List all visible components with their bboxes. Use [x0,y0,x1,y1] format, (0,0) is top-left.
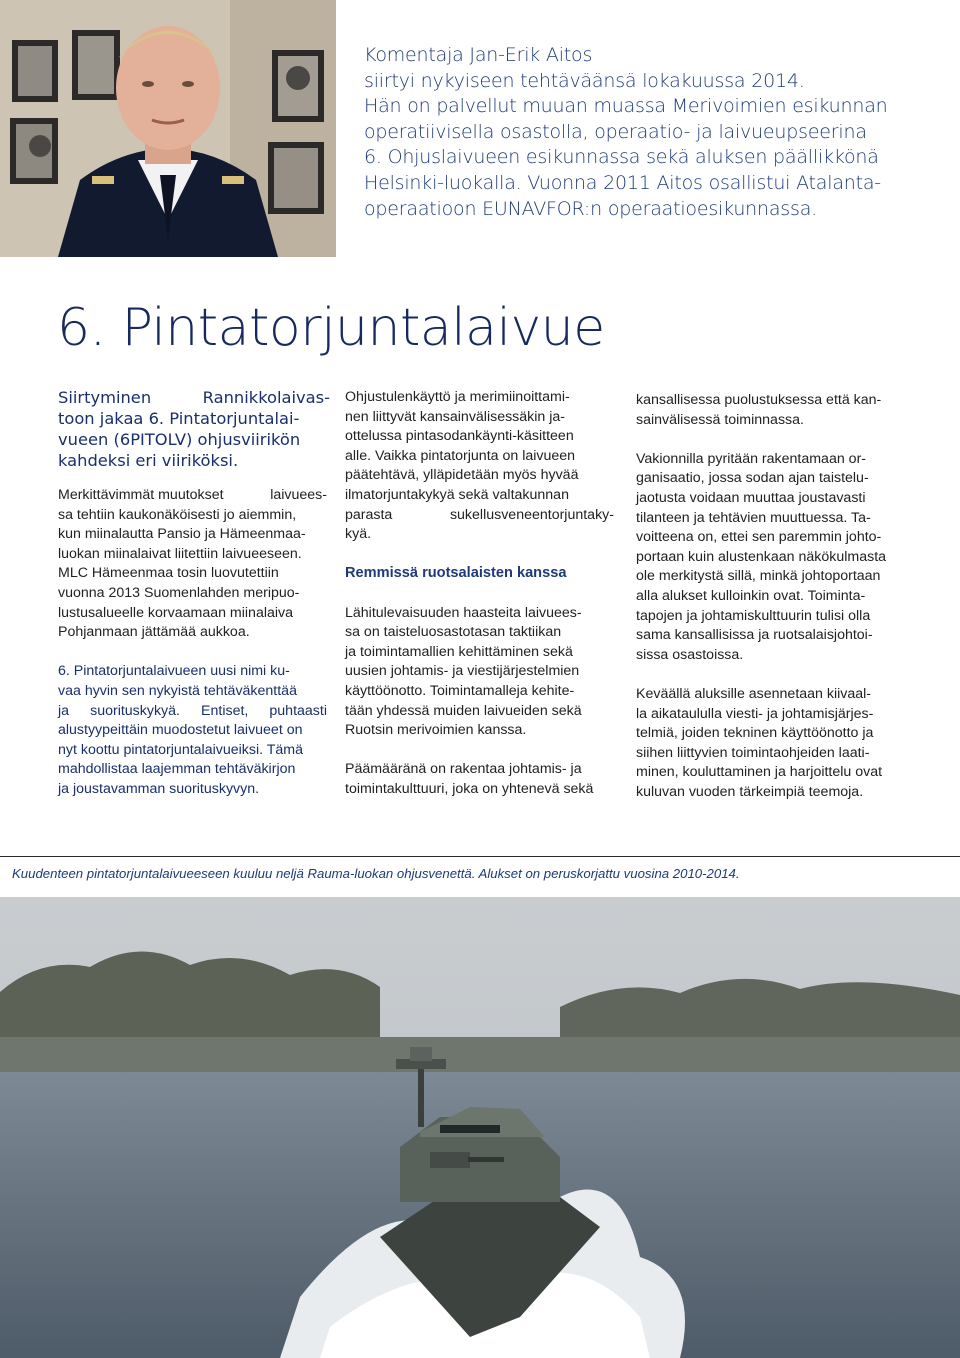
text-line: nen liittyvät kansainvälisessäkin ja- [345,408,566,425]
text-line: ottelussa pintasodankäynti-käsitteen [345,428,574,445]
text-line: Keväällä aluksille asennetaan kiivaal- [636,685,872,702]
text-line [58,702,327,722]
text-line: nyt koottu pintatorjuntalaivueiksi. Tämä [58,741,303,758]
text-line: luokan miinalaivat liitettiin laivueeseen. [58,545,302,562]
paragraph-gap [58,643,327,663]
text-line: kuluvan vuoden tärkeimpiä teemoja. [636,783,864,800]
text-fragment: Merkittävimmät muutokset [58,487,224,503]
paragraph-gap [345,545,614,565]
text-line: MLC Hämeenmaa tosin luovutettiin [58,565,279,582]
text-line: toimintakulttuuri, joka on yhtenevä sekä [345,780,594,797]
text-line: kyä. [345,526,372,543]
text-line: ja joustavamman suorituskyvyn. [58,780,260,797]
text-fragment: sukellusveneentorjuntaky- [449,506,614,523]
text-line: tilanteen ja tehtävien muuttuessa. Ta- [636,509,871,526]
text-line: uusien johtamis- ja viestijärjestelmien [345,663,580,680]
text-line: ole merkitystä sillä, minkä johtoportaan [636,568,881,585]
caption-line: operatiivisella osastolla, operaatio- ja laivueupseerina [364,120,867,143]
text-line: tapojen ja johtamiskulttuurin tulisi olla [636,607,871,624]
text-line: kun miinalautta Pansio ja Hämeenmaa- [58,526,306,543]
paragraph-gap [345,741,614,761]
lead-word: Rannikkolaivas- [202,388,330,407]
text-line: alustyypeittäin muodostetut laivueet on [58,722,303,739]
text-fragment: Entiset, [201,702,249,719]
caption-rule [0,856,960,857]
text-line: jaotusta voidaan muuttaa joustavasti [636,489,866,506]
text-line [58,486,327,506]
text-fragment: laivuees- [270,487,327,503]
text-line: mahdollistaa laajemman tehtäväkirjon [58,761,296,778]
paragraph-gap [345,584,614,604]
caption-line: siirtyi nykyiseen tehtäväänsä lokakuussa 2014. [364,69,805,92]
text-line: päätehtävä, ylläpidetään myös hyvää [345,467,579,484]
paragraph-gap [636,430,904,450]
text-line: Päämääränä on rakentaa johtamis- ja [345,761,582,778]
text-fragment: puhtaasti [269,702,327,719]
text-line: voitteena on, ettei sen paremmin johto- [636,529,882,546]
text-line: la aikataululla viesti- ja johtamisjärjes- [636,705,874,722]
subheading: Remmissä ruotsalaisten kanssa [345,565,567,582]
text-line: sa on taisteluosastotasan taktiikan [345,624,562,641]
ship-illustration [0,897,960,1358]
text-line: sa tehtiin kaukonäköisesti jo aiemmin, [58,506,297,523]
text-line: 6. Pintatorjuntalaivueen uusi nimi ku- [58,663,290,680]
text-line: siihen liittyvien toimintaohjeiden laati- [636,744,870,761]
text-line: ilmatorjuntakykyä sekä valtakunnan [345,486,569,503]
lead-line [58,387,330,408]
ship-photo [0,897,960,1358]
lead-word: Siirtyminen [58,388,152,407]
body-column-2 [345,388,614,799]
text-line: minen, kouluttaminen ja harjoittelu ovat [636,764,883,781]
text-line: tään yhdessä muiden laivueiden sekä [345,702,582,719]
portrait-illustration [0,0,336,257]
text-fragment: parasta [345,506,393,523]
paragraph-gap [636,665,904,685]
caption-line: operaatioon EUNAVFOR:n operaatioesikunnassa. [364,197,817,220]
portrait-photo [0,0,336,257]
article-heading: 6. Pintatorjuntalaivue [57,298,605,358]
caption-line: Hän on palvellut muuan muassa Merivoimien esikunnan [364,95,888,118]
lead-line: kahdeksi eri viiriköksi. [58,451,239,470]
text-line: vaa hyvin sen nykyistä tehtäväkenttää [58,682,297,699]
text-line: käyttöönotto. Toimintamalleja kehite- [345,682,575,699]
text-line: sama kansallisissa ja ruotsalaisjohtoi- [636,627,873,644]
text-fragment: ja [58,702,70,719]
text-line: lustusalueelle korvaamaan miinalaiva [58,604,294,621]
text-line: Ruotsin merivoimien kanssa. [345,722,527,739]
text-fragment: suorituskykyä. [90,702,180,719]
body-column-1 [58,486,327,800]
text-line: Lähitulevaisuuden haasteita laivuees- [345,604,582,621]
text-line: Ohjustulenkäyttö ja merimiinoittami- [345,389,570,405]
ship-caption: Kuudenteen pintatorjuntalaivueeseen kuuluu neljä Rauma-luokan ohjusvenettä. Alukset on peruskorjattu vuosina 2010-2014. [12,866,740,881]
text-line: kansallisessa puolustuksessa että kan- [636,392,882,408]
text-line: ja toimintamallien kehittäminen sekä [345,643,573,660]
lead-line: vueen (6PITOLV) ohjusviirikön [58,430,301,449]
lead-line: toon jakaa 6. Pintatorjuntalai- [58,409,300,428]
text-line: Pohjanmaan jättämää aukkoa. [58,624,250,641]
caption-line: Helsinki-luokalla. Vuonna 2011 Aitos osallistui Atalanta- [364,171,881,194]
text-line: alle. Vaikka pintatorjunta on laivueen [345,447,576,464]
body-column-3 [636,391,904,802]
text-line: sainvälisessä toiminnassa. [636,411,804,428]
portrait-caption [364,43,924,222]
text-line [345,506,614,526]
lead-paragraph [58,387,330,471]
text-line: Vakionnilla pyritään rakentamaan or- [636,450,867,467]
text-line: portaan kuin alustenkaan näkökulmasta [636,548,887,565]
caption-line: 6. Ohjuslaivueen esikunnassa sekä aluksen päällikkönä [364,146,879,169]
text-line: vuonna 2013 Suomenlahden meripuo- [58,584,300,601]
caption-line: Komentaja Jan-Erik Aitos [364,44,593,66]
text-line: alla alukset kulloinkin ovat. Toiminta- [636,587,866,604]
text-line: telmiä, joiden tekninen käyttöönotto ja [636,725,874,742]
text-line: ganisaatio, jossa sodan ajan taistelu- [636,470,869,487]
text-line: sissa osastoissa. [636,646,744,663]
